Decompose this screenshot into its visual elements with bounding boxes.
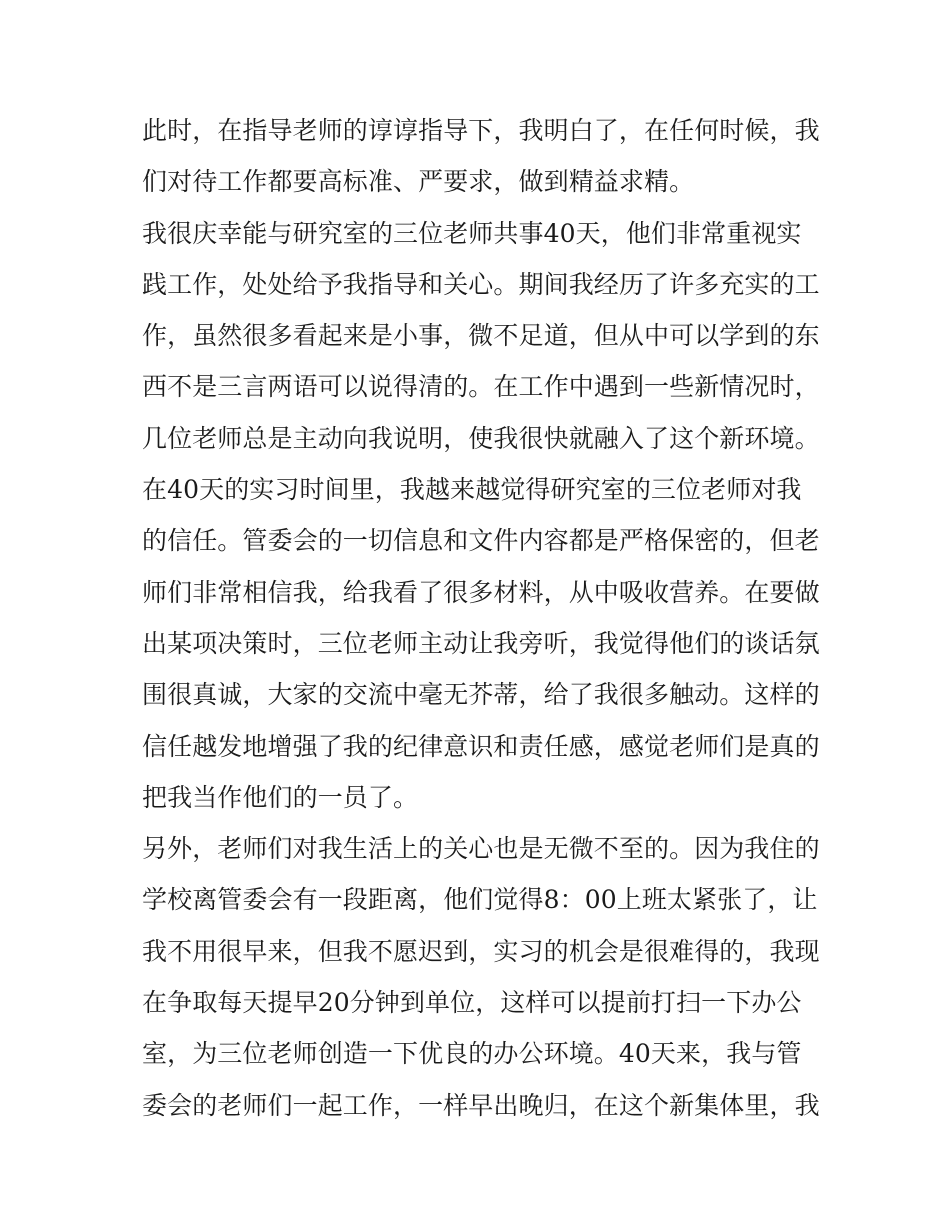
text-line: 信任越发地增强了我的纪律意识和责任感，感觉老师们是真的: [142, 731, 820, 761]
text-line: 的信任。管委会的一切信息和文件内容都是严格保密的，但老: [142, 526, 820, 556]
text-line: 围很真诚，大家的交流中毫无芥蒂，给了我很多触动。这样的: [142, 680, 820, 710]
document-body: [142, 105, 820, 1131]
text-line: 此时，在指导老师的谆谆指导下，我明白了，在任何时候，我: [142, 116, 820, 145]
text-line: 室，为三位老师创造一下优良的办公环境。40天来，我与管: [142, 1039, 802, 1069]
text-line: 践工作，处处给予我指导和关心。期间我经历了许多充实的工: [142, 269, 820, 299]
text-line: 在争取每天提早20分钟到单位，这样可以提前打扫一下办公: [142, 988, 802, 1018]
text-line: 我很庆幸能与研究室的三位老师共事40天，他们非常重视实: [142, 218, 802, 248]
text-line: 另外，老师们对我生活上的关心也是无微不至的。因为我住的: [142, 834, 820, 864]
text-line: 把我当作他们的一员了。: [142, 782, 419, 812]
text-line: 师们非常相信我，给我看了很多材料，从中吸收营养。在要做: [142, 577, 820, 607]
text-line: 西不是三言两语可以说得清的。在工作中遇到一些新情况时，: [142, 372, 820, 402]
text-line: 在40天的实习时间里，我越来越觉得研究室的三位老师对我: [142, 475, 802, 505]
text-line: 们对待工作都要高标准、严要求，做到精益求精。: [142, 167, 695, 197]
text-line: 几位老师总是主动向我说明，使我很快就融入了这个新环境。: [142, 423, 820, 453]
text-line: 学校离管委会有一段距离，他们觉得8：00上班太紧张了，让: [142, 885, 818, 915]
text-line: 委会的老师们一起工作，一样早出晚归，在这个新集体里，我: [142, 1090, 820, 1120]
text-line: 我不用很早来，但我不愿迟到，实习的机会是很难得的，我现: [142, 936, 820, 966]
text-line: 出某项决策时，三位老师主动让我旁听，我觉得他们的谈话氛: [142, 628, 820, 658]
text-line: 作，虽然很多看起来是小事，微不足道，但从中可以学到的东: [142, 321, 820, 351]
